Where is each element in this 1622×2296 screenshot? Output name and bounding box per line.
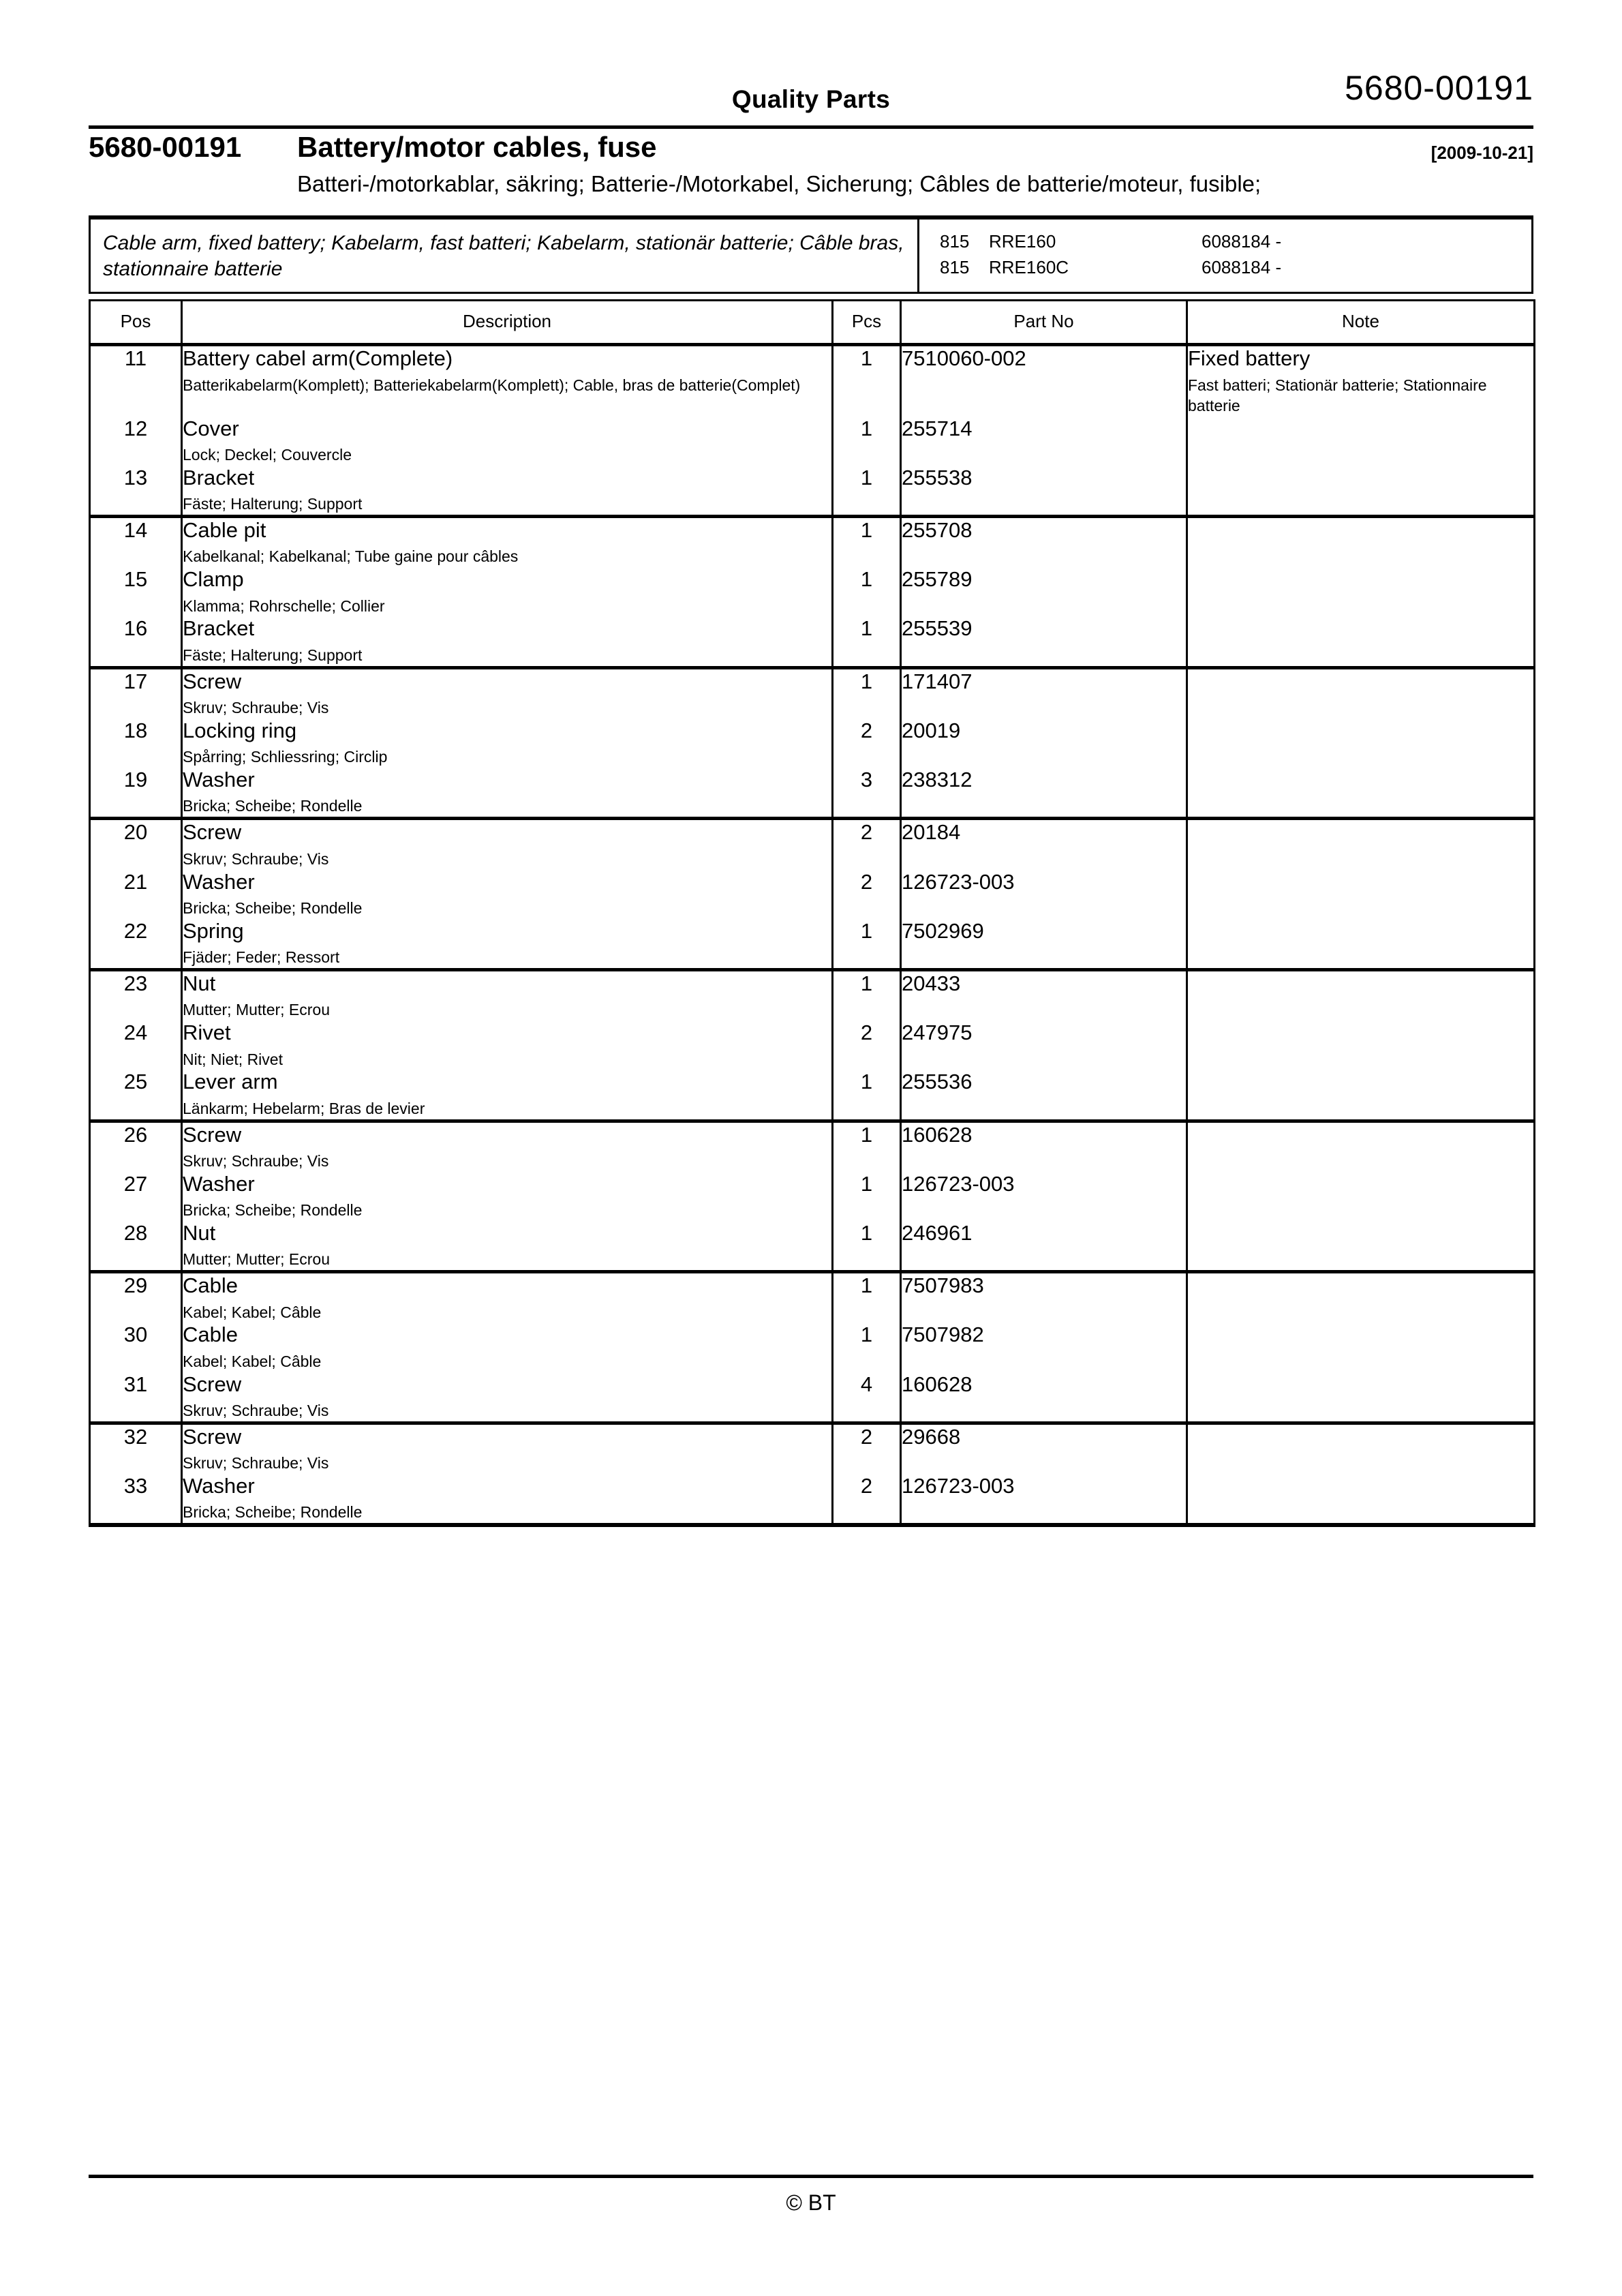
cell-pos: 12 xyxy=(90,417,182,466)
table-row xyxy=(90,1221,1535,1272)
part-description: Bracket xyxy=(183,616,255,641)
cell-note xyxy=(1187,1070,1535,1121)
cell-pcs: 1 xyxy=(833,1272,901,1323)
cell-pos: 32 xyxy=(90,1423,182,1474)
cell-description xyxy=(182,1070,833,1121)
table-row xyxy=(90,919,1535,970)
cell-note xyxy=(1187,1372,1535,1423)
page-footer xyxy=(89,2175,1533,2216)
cell-note xyxy=(1187,667,1535,719)
part-description: Cable xyxy=(183,1323,238,1347)
table-row xyxy=(90,567,1535,616)
parts-table-header xyxy=(90,301,1535,345)
table-row xyxy=(90,768,1535,819)
note-translations: Fast batteri; Stationär batterie; Stationnaire batterie xyxy=(1188,376,1487,414)
table-row xyxy=(90,1323,1535,1372)
table-row xyxy=(90,1423,1535,1474)
part-description: Bracket xyxy=(183,465,255,489)
cell-note xyxy=(1187,1474,1535,1525)
model-number: 815 xyxy=(940,256,970,277)
cell-part-no: 246961 xyxy=(901,1221,1187,1272)
part-description-translations: Bricka; Scheibe; Rondelle xyxy=(183,1503,363,1522)
cell-pos: 29 xyxy=(90,1272,182,1323)
part-description-translations: Fäste; Halterung; Support xyxy=(183,646,363,664)
cell-pos: 19 xyxy=(90,768,182,819)
part-description-translations: Länkarm; Hebelarm; Bras de levier xyxy=(183,1099,425,1117)
cell-part-no: 7507983 xyxy=(901,1272,1187,1323)
cell-pcs: 3 xyxy=(833,768,901,819)
part-description-translations: Mutter; Mutter; Ecrou xyxy=(183,1250,331,1269)
part-description-translations: Skruv; Schraube; Vis xyxy=(183,698,329,716)
cell-part-no: 29668 xyxy=(901,1423,1187,1474)
table-row xyxy=(90,1070,1535,1121)
cell-description xyxy=(182,819,833,870)
cell-pos: 22 xyxy=(90,919,182,970)
cell-note xyxy=(1187,819,1535,870)
cell-description xyxy=(182,1372,833,1423)
part-description: Screw xyxy=(183,1372,242,1396)
cell-part-no: 255708 xyxy=(901,516,1187,567)
cell-description xyxy=(182,417,833,466)
cell-description xyxy=(182,516,833,567)
cell-pcs: 1 xyxy=(833,667,901,719)
part-description-translations: Mutter; Mutter; Ecrou xyxy=(183,1001,331,1019)
cell-part-no: 247975 xyxy=(901,1021,1187,1070)
table-row xyxy=(90,969,1535,1021)
cell-description xyxy=(182,768,833,819)
part-description: Nut xyxy=(183,971,216,995)
section-code: 5680-00191 xyxy=(89,131,242,163)
cell-pcs: 2 xyxy=(833,1021,901,1070)
cell-pcs: 1 xyxy=(833,1070,901,1121)
cell-note xyxy=(1187,1121,1535,1172)
cell-pos: 17 xyxy=(90,667,182,719)
cell-note xyxy=(1187,1221,1535,1272)
cell-description xyxy=(182,919,833,970)
cell-pos: 14 xyxy=(90,516,182,567)
part-description: Screw xyxy=(183,669,242,693)
cell-pcs: 2 xyxy=(833,719,901,768)
cell-pcs: 1 xyxy=(833,1221,901,1272)
model-serial-range: 6088184 - xyxy=(1202,231,1282,252)
cell-description xyxy=(182,466,833,517)
cell-pos: 26 xyxy=(90,1121,182,1172)
cell-pos: 24 xyxy=(90,1021,182,1070)
cell-part-no: 255539 xyxy=(901,616,1187,667)
table-row xyxy=(90,870,1535,919)
column-header-pos: Pos xyxy=(90,301,182,345)
cell-pos: 20 xyxy=(90,819,182,870)
table-header-row xyxy=(90,301,1535,345)
cell-part-no: 255538 xyxy=(901,466,1187,517)
table-row xyxy=(90,1172,1535,1221)
cell-part-no: 160628 xyxy=(901,1121,1187,1172)
cell-note xyxy=(1187,567,1535,616)
part-description-translations: Klamma; Rohrschelle; Collier xyxy=(183,596,385,615)
table-row xyxy=(90,1474,1535,1525)
page-subtitle: Batteri-/motorkablar, säkring; Batterie-/Motorkabel, Sicherung; Câbles de batterie/moteur, fusible; xyxy=(297,171,1261,196)
cell-pos: 13 xyxy=(90,466,182,517)
cell-pcs: 4 xyxy=(833,1372,901,1423)
note-text: Fixed battery xyxy=(1188,346,1311,371)
cell-note xyxy=(1187,969,1535,1021)
table-row xyxy=(90,516,1535,567)
cell-pos: 18 xyxy=(90,719,182,768)
table-row xyxy=(90,1272,1535,1323)
cell-description xyxy=(182,616,833,667)
cell-pos: 27 xyxy=(90,1172,182,1221)
model-number: 815 xyxy=(940,231,970,252)
cell-description xyxy=(182,345,833,417)
cell-pcs: 1 xyxy=(833,919,901,970)
part-description-translations: Bricka; Scheibe; Rondelle xyxy=(183,898,363,917)
part-description: Washer xyxy=(183,1171,255,1196)
part-description: Lever arm xyxy=(183,1070,278,1094)
header-divider xyxy=(89,125,1533,129)
cell-part-no: 7502969 xyxy=(901,919,1187,970)
part-description: Rivet xyxy=(183,1021,231,1045)
cell-pcs: 1 xyxy=(833,345,901,417)
cell-pos: 30 xyxy=(90,1323,182,1372)
model-serial-range: 6088184 - xyxy=(1202,256,1282,277)
cell-pcs: 1 xyxy=(833,1323,901,1372)
part-description-translations: Spårring; Schliessring; Circlip xyxy=(183,748,388,766)
cell-note xyxy=(1187,919,1535,970)
part-description-translations: Kabel; Kabel; Câble xyxy=(183,1352,322,1370)
cell-note xyxy=(1187,1272,1535,1323)
cell-part-no: 20433 xyxy=(901,969,1187,1021)
part-description: Washer xyxy=(183,768,255,792)
cell-part-no: 126723-003 xyxy=(901,1474,1187,1525)
parts-table xyxy=(89,299,1535,1527)
cell-note xyxy=(1187,616,1535,667)
part-description-translations: Skruv; Schraube; Vis xyxy=(183,1454,329,1472)
part-description-translations: Bricka; Scheibe; Rondelle xyxy=(183,1201,363,1220)
part-description: Locking ring xyxy=(183,718,297,742)
page-title: Battery/motor cables, fuse xyxy=(297,131,657,163)
cell-description xyxy=(182,1272,833,1323)
part-description: Screw xyxy=(183,820,242,845)
part-description: Battery cabel arm(Complete) xyxy=(183,346,453,371)
cell-part-no: 7510060-002 xyxy=(901,345,1187,417)
cell-pcs: 2 xyxy=(833,819,901,870)
title-row xyxy=(89,131,1533,164)
cell-pos: 21 xyxy=(90,870,182,919)
cell-part-no: 255536 xyxy=(901,1070,1187,1121)
part-description: Screw xyxy=(183,1424,242,1449)
table-row xyxy=(90,719,1535,768)
cell-pcs: 1 xyxy=(833,567,901,616)
header-document-code: 5680-00191 xyxy=(1345,69,1533,107)
model-row xyxy=(940,229,1531,255)
cell-pcs: 1 xyxy=(833,969,901,1021)
cell-pos: 28 xyxy=(90,1221,182,1272)
part-description-translations: Skruv; Schraube; Vis xyxy=(183,849,329,868)
cell-pos: 11 xyxy=(90,345,182,417)
cell-part-no: 20019 xyxy=(901,719,1187,768)
cell-pos: 33 xyxy=(90,1474,182,1525)
cell-pcs: 1 xyxy=(833,417,901,466)
part-description-translations: Bricka; Scheibe; Rondelle xyxy=(183,797,363,815)
cell-description xyxy=(182,667,833,719)
header-title: Quality Parts xyxy=(731,85,891,113)
table-row xyxy=(90,616,1535,667)
cell-pcs: 1 xyxy=(833,616,901,667)
part-description: Screw xyxy=(183,1122,242,1147)
part-description: Washer xyxy=(183,869,255,894)
table-row xyxy=(90,1372,1535,1423)
part-description: Spring xyxy=(183,918,244,943)
cell-pcs: 2 xyxy=(833,870,901,919)
table-row xyxy=(90,667,1535,719)
cell-pos: 23 xyxy=(90,969,182,1021)
cell-part-no: 7507982 xyxy=(901,1323,1187,1372)
cell-description xyxy=(182,969,833,1021)
cell-description xyxy=(182,1474,833,1525)
model-row xyxy=(940,255,1531,281)
part-description-translations: Lock; Deckel; Couvercle xyxy=(183,445,352,464)
cell-description xyxy=(182,1121,833,1172)
cell-description xyxy=(182,1423,833,1474)
cell-description xyxy=(182,1021,833,1070)
cell-note xyxy=(1187,1323,1535,1372)
part-description-translations: Skruv; Schraube; Vis xyxy=(183,1402,329,1420)
cell-note xyxy=(1187,768,1535,819)
part-description-translations: Batterikabelarm(Komplett); Batteriekabelarm(Komplett); Cable, bras de batterie(Complet) xyxy=(183,376,801,394)
cell-pos: 31 xyxy=(90,1372,182,1423)
cell-part-no: 255714 xyxy=(901,417,1187,466)
part-description: Washer xyxy=(183,1474,255,1498)
part-description: Cable xyxy=(183,1273,238,1298)
copyright-notice: © BT xyxy=(786,2190,836,2215)
cell-note xyxy=(1187,466,1535,517)
cell-note xyxy=(1187,1021,1535,1070)
table-row xyxy=(90,1021,1535,1070)
cell-pcs: 1 xyxy=(833,1121,901,1172)
title-block xyxy=(89,131,1533,198)
revision-date: [2009-10-21] xyxy=(1430,142,1533,163)
part-description: Nut xyxy=(183,1221,216,1245)
cell-part-no: 126723-003 xyxy=(901,870,1187,919)
cell-part-no: 160628 xyxy=(901,1372,1187,1423)
cell-description xyxy=(182,870,833,919)
model-list xyxy=(919,220,1531,292)
cell-part-no: 238312 xyxy=(901,768,1187,819)
part-description-translations: Kabel; Kabel; Câble xyxy=(183,1303,322,1321)
cell-note xyxy=(1187,417,1535,466)
table-row xyxy=(90,345,1535,417)
cell-pcs: 1 xyxy=(833,516,901,567)
cell-pos: 16 xyxy=(90,616,182,667)
part-description: Cable pit xyxy=(183,517,266,542)
cell-pcs: 1 xyxy=(833,1172,901,1221)
cell-note xyxy=(1187,516,1535,567)
cell-note xyxy=(1187,1423,1535,1474)
part-description-translations: Skruv; Schraube; Vis xyxy=(183,1151,329,1170)
assembly-name: Cable arm, fixed battery; Kabelarm, fast batteri; Kabelarm, stationär batterie; Câble bras, stationnaire batterie xyxy=(91,220,919,292)
cell-note xyxy=(1187,345,1535,417)
cell-description xyxy=(182,1323,833,1372)
part-description: Clamp xyxy=(183,567,244,592)
cell-pcs: 1 xyxy=(833,466,901,517)
cell-note xyxy=(1187,870,1535,919)
cell-note xyxy=(1187,719,1535,768)
table-row xyxy=(90,466,1535,517)
cell-description xyxy=(182,1221,833,1272)
part-description: Cover xyxy=(183,416,239,440)
cell-description xyxy=(182,567,833,616)
parts-table-body xyxy=(90,345,1535,1525)
cell-pcs: 2 xyxy=(833,1474,901,1525)
column-header-part-no: Part No xyxy=(901,301,1187,345)
column-header-note: Note xyxy=(1187,301,1535,345)
column-header-pcs: Pcs xyxy=(833,301,901,345)
part-description-translations: Nit; Niet; Rivet xyxy=(183,1050,283,1068)
page-header xyxy=(89,0,1533,113)
assembly-info-table xyxy=(89,215,1533,294)
column-header-description: Description xyxy=(182,301,833,345)
model-name: RRE160 xyxy=(989,231,1056,252)
cell-part-no: 126723-003 xyxy=(901,1172,1187,1221)
cell-pcs: 2 xyxy=(833,1423,901,1474)
cell-pos: 15 xyxy=(90,567,182,616)
table-row xyxy=(90,1121,1535,1172)
cell-description xyxy=(182,719,833,768)
table-row xyxy=(90,819,1535,870)
part-description-translations: Fjäder; Feder; Ressort xyxy=(183,948,340,967)
model-name: RRE160C xyxy=(989,256,1069,277)
cell-pos: 25 xyxy=(90,1070,182,1121)
cell-description xyxy=(182,1172,833,1221)
table-row xyxy=(90,417,1535,466)
part-description-translations: Kabelkanal; Kabelkanal; Tube gaine pour câbles xyxy=(183,547,519,566)
cell-note xyxy=(1187,1172,1535,1221)
part-description-translations: Fäste; Halterung; Support xyxy=(183,495,363,513)
cell-part-no: 20184 xyxy=(901,819,1187,870)
cell-part-no: 255789 xyxy=(901,567,1187,616)
cell-part-no: 171407 xyxy=(901,667,1187,719)
